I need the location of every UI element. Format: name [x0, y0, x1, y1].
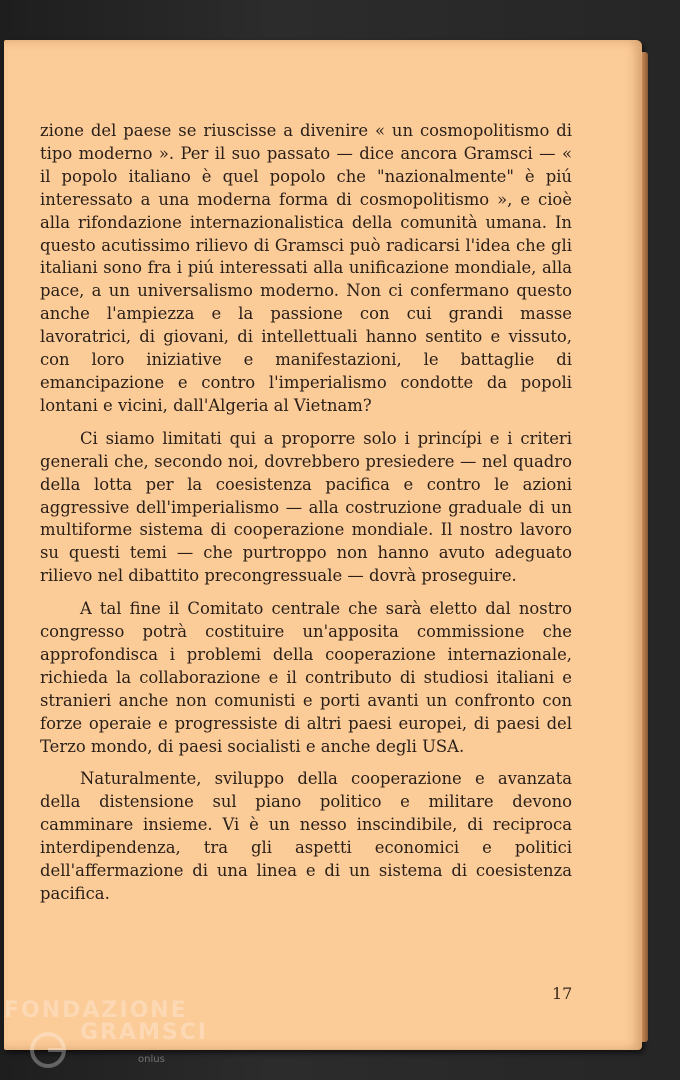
page-body [40, 120, 572, 916]
fondazione-gramsci-logo-icon [28, 1030, 68, 1070]
paragraph: Ci siamo limitati qui a proporre solo i princípi e i criteri generali che, secondo noi, dovrebbero presiedere — nel quadro della lotta per la coesistenza pacifica e contro le azioni aggressive dell'imperialismo — alla costruzione graduale di un multiforme sistema di cooperazione mondiale. Il nostro lavoro su questi temi — che purtroppo non hanno avuto adeguato rilievo nel dibattito precongressuale — dovrà proseguire. [40, 428, 572, 586]
watermark-onlus: onlus [138, 1054, 165, 1065]
page-number: 17 [552, 984, 573, 1003]
page-edge [642, 52, 648, 1042]
paragraph: Naturalmente, sviluppo della cooperazione e avanzata della distensione sul piano politico e militare devono camminare insieme. Vi è un nesso inscindibile, di reciproca interdipendenza, tra gli aspetti economici e politici dell'affermazione di una linea e di un sistema di coesistenza pacifica. [40, 769, 572, 903]
book-page [4, 40, 642, 1050]
watermark-line2: GRAMSCI [80, 1020, 209, 1045]
paragraph: A tal fine il Comitato centrale che sarà eletto dal nostro congresso potrà costituire un'apposita commissione che approfondisca i problemi della cooperazione internazionale, richieda la collaborazione e il contributo di studiosi italiani e stranieri anche non comunisti e porti avanti un confronto con forze operaie e progressiste di altri paesi europei, di paesi del Terzo mondo, di paesi socialisti e anche degli USA. [40, 599, 572, 756]
paragraph: zione del paese se riuscisse a divenire « un cosmopolitismo di tipo moderno ». Per il suo passato — dice ancora Gramsci — « il popolo italiano è quel popolo che "nazionalmente" è piú interessato a una moderna forma di cosmopolitismo », e cioè alla rifondazione internazionalistica della comunità umana. In questo acutissimo rilievo di Gramsci può radicarsi l'idea che gli italiani sono fra i piú interessati alla unificazione mondiale, alla pace, a un universalismo moderno. Non ci confermano questo anche l'ampiezza e la passione con cui grandi masse lavoratrici, di giovani, di intellettuali hanno sentito e vissuto, con loro iniziative e manifestazioni, le battaglie di emancipazione e contro l'imperialismo condotte da popoli lontani e vicini, dall'Algeria al Vietnam? [40, 121, 572, 415]
watermark-line1: FONDAZIONE [4, 998, 188, 1023]
